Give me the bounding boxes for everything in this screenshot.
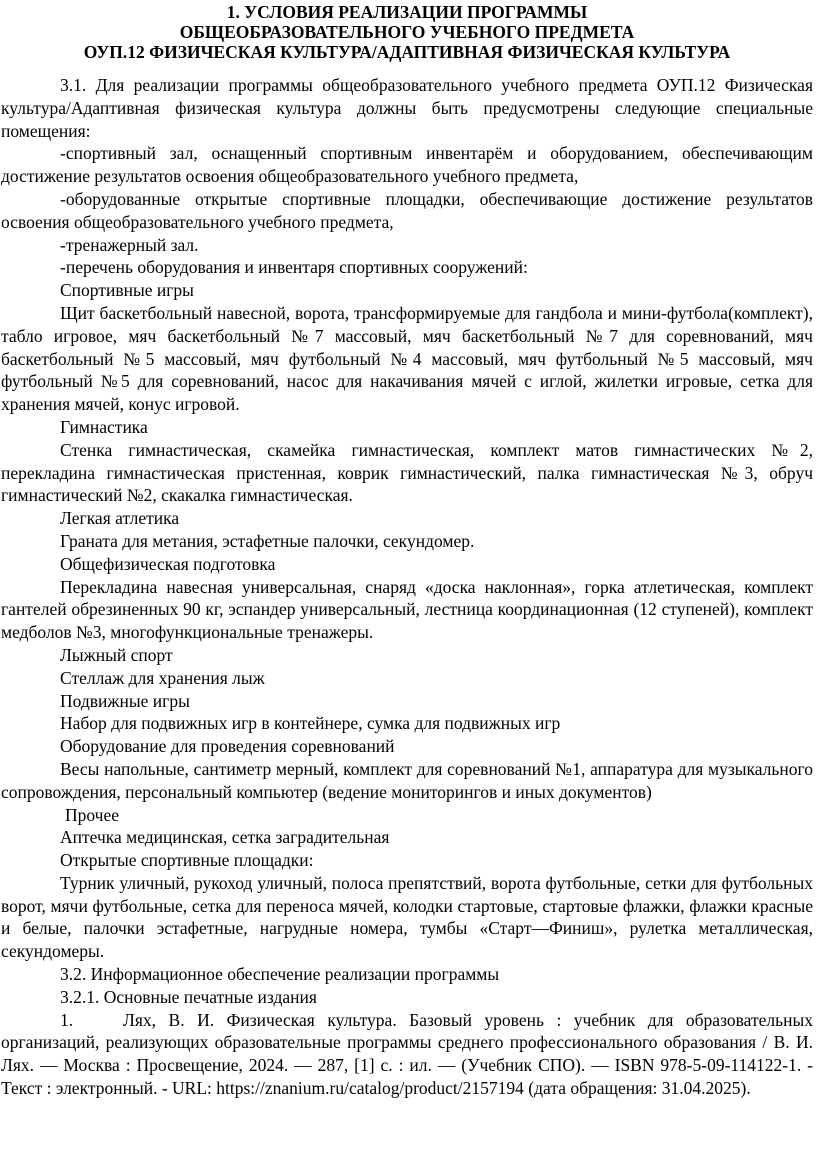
subheading-outdoor-grounds: Открытые спортивные площадки: [60,850,314,871]
subheading-other: Прочее [65,804,120,825]
heading-line-1: 1. УСЛОВИЯ РЕАЛИЗАЦИИ ПРОГРАММЫ [226,2,588,22]
reference-item-1 [1,1009,813,1100]
section-3-2-title: 3.2. Информационное обеспечение реализации программы [60,964,500,985]
list-item-outdoor-grounds: -оборудованные открытые спортивные площадки, обеспечивающие достижение результатов освоения общеобразовательного учебного предмета, [1,188,813,232]
paragraph-other-items: Аптечка медицинская, сетка заградительная [60,827,390,848]
subheading-athletics: Легкая атлетика [60,508,180,529]
subheading-general-training: Общефизическая подготовка [60,553,276,574]
list-item-gym: -тренажерный зал. [60,234,199,255]
paragraph-outdoor-grounds-items: Турник уличный, рукоход уличный, полоса препятствий, ворота футбольные, сетки для футбольных ворот, мячи футбольные, сетка для переноса мячей, колодки стартовые, стартовые флажки, флажки красные и белые, палочки эстафетные, нагрудные номера, тумбы «Старт—Финиш», рулетка металлическая, секундомеры. [1,872,813,962]
subheading-gymnastics: Гимнастика [60,416,148,437]
list-item-sports-hall: -спортивный зал, оснащенный спортивным инвентарём и оборудованием, обеспечивающим достижение результатов освоения общеобразовательного учебного предмета, [1,143,813,187]
paragraph-skiing-items: Стеллаж для хранения лыж [60,667,265,688]
reference-text: Лях, В. И. Физическая культура. Базовый уровень : учебник для образовательных организаций, реализующих образовательные программы среднего профессионального образования / В. И. Лях. — Москва : Просвещение, 2024. — 287, [1] с. : ил. — (Учебник СПО). — ISBN 978-5-09-114122-1. - Текст : электронный. - URL: https://znanium.ru/catalog/product/2157194 (дата обращения: 31.04.2025). [1,1009,813,1099]
heading-line-3: ОУП.12 ФИЗИЧЕСКАЯ КУЛЬТУРА/АДАПТИВНАЯ ФИЗИЧЕСКАЯ КУЛЬТУРА [83,42,731,62]
paragraph-sport-games-items: Щит баскетбольный навесной, ворота, трансформируемые для гандбола и мини-футбола(комплект), табло игровое, мяч баскетбольный №7 массовый, мяч баскетбольный №7 для соревнований, мяч баскетбольный №5 массовый, мяч футбольный №4 массовый, мяч футбольный №5 массовый, мяч футбольный №5 для соревнований, насос для накачивания мячей с иглой, жилетки игровые, сетка для хранения мячей, конус игровой. [1,302,813,415]
subheading-active-games: Подвижные игры [60,690,190,711]
section-3-2-1-title: 3.2.1. Основные печатные издания [60,986,317,1007]
paragraph-general-training-items: Перекладина навесная универсальная, снаряд «доска наклонная», горка атлетическая, комплект гантелей обрезиненных 90 кг, эспандер универсальный, лестница координационная (12 ступеней), комплект медболов №3, многофункциональные тренажеры. [1,576,813,643]
paragraph-athletics-items: Граната для метания, эстафетные палочки, секундомер. [60,530,475,551]
heading-line-2: ОБЩЕОБРАЗОВАТЕЛЬНОГО УЧЕБНОГО ПРЕДМЕТА [179,22,635,42]
list-item-equipment-list: -перечень оборудования и инвентаря спортивных сооружений: [60,257,528,278]
subheading-sport-games: Спортивные игры [60,280,194,301]
subheading-competition-equipment: Оборудование для проведения соревнований [60,736,395,757]
subheading-skiing: Лыжный спорт [60,644,173,665]
section-heading [1,2,813,62]
paragraph-gymnastics-items: Стенка гимнастическая, скамейка гимнастическая, комплект матов гимнастических №2, перекладина гимнастическая пристенная, коврик гимнастический, палка гимнастическая №3, обруч гимнастический №2, скакалка гимнастическая. [1,439,813,506]
paragraph-3-1-intro: 3.1. Для реализации программы общеобразовательного учебного предмета ОУП.12 Физическая культура/Адаптивная физическая культура должны быть предусмотрены следующие специальные помещения: [1,75,813,141]
reference-number: 1. [60,1009,74,1030]
paragraph-active-games-items: Набор для подвижных игр в контейнере, сумка для подвижных игр [60,713,561,734]
paragraph-competition-equipment-items: Весы напольные, сантиметр мерный, комплект для соревнований №1, аппаратура для музыкального сопровождения, персональный компьютер (ведение мониторингов и иных документов) [1,758,813,802]
